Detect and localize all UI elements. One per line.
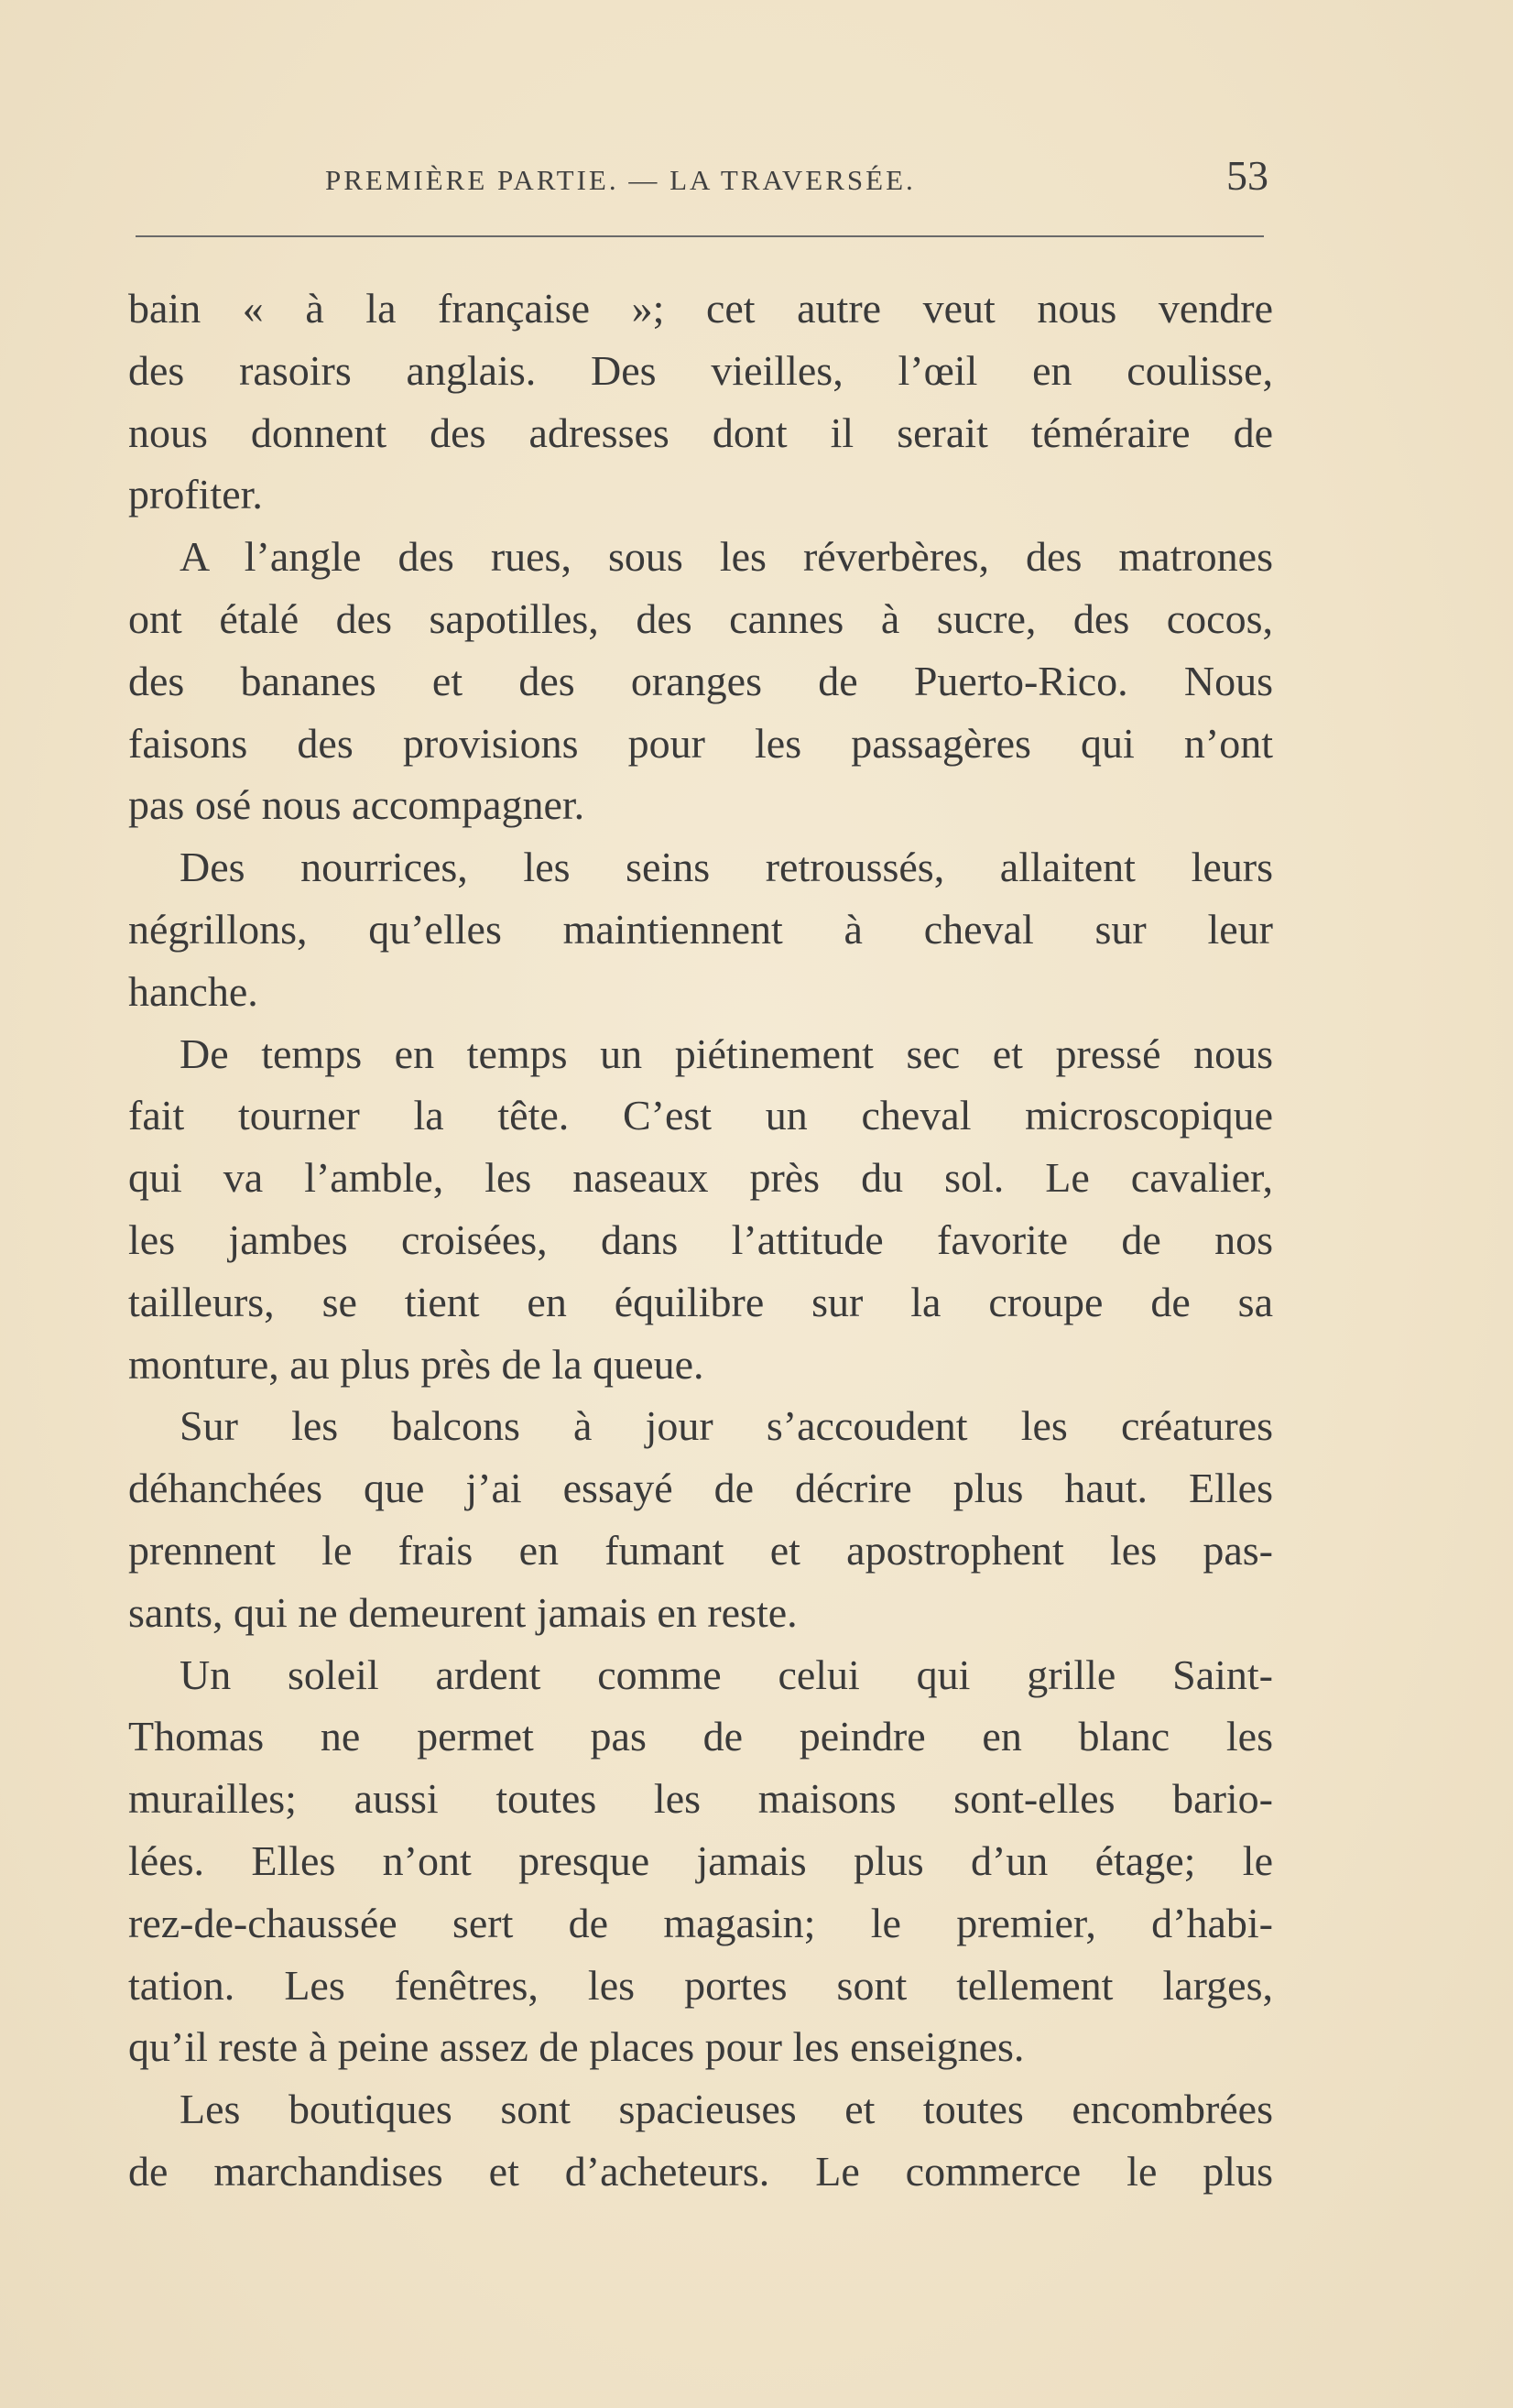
running-head [133,151,1268,206]
page-number: 53 [1226,152,1268,199]
text-line: pas osé nous accompagner. [128,781,585,829]
text-line: murailles; aussi toutes les maisons sont-elles bario- [128,1775,1273,1823]
text-line: Les boutiques sont spacieuses et toutes encombrées [180,2086,1273,2133]
text-line: Sur les balcons à jour s’accoudent les créatures [180,1402,1273,1450]
text-line: sants, qui ne demeurent jamais en reste. [128,1588,798,1636]
text-line: Des nourrices, les seins retroussés, allaitent leurs [180,844,1273,891]
header-rule [136,235,1264,237]
text-line: ont étalé des sapotilles, des cannes à sucre, des cocos, [128,594,1273,642]
text-line: lées. Elles n’ont presque jamais plus d’un étage; le [128,1836,1273,1884]
text-line: fait tourner la tête. C’est un cheval microscopique [128,1092,1273,1139]
text-line: de marchandises et d’acheteurs. Le commerce le plus [128,2147,1273,2195]
text-line: monture, au plus près de la queue. [128,1340,704,1388]
text-line: Un soleil ardent comme celui qui grille Saint- [180,1651,1273,1698]
text-line: déhanchées que j’ai essayé de décrire plus haut. Elles [128,1465,1273,1512]
text-line: qu’il reste à peine assez de places pour les enseignes. [128,2023,1025,2071]
text-line: profiter. [128,471,263,518]
running-title: PREMIÈRE PARTIE. — LA TRAVERSÉE. [325,164,916,196]
text-line: rez-de-chaussée sert de magasin; le premier, d’habi- [128,1899,1273,1946]
text-line: prennent le frais en fumant et apostrophent les pas- [128,1526,1273,1574]
text-line: faisons des provisions pour les passagères qui n’ont [128,719,1273,767]
text-line: A l’angle des rues, sous les réverbères, des matrones [180,533,1273,581]
text-line: hanche. [128,967,258,1015]
text-line: qui va l’amble, les naseaux près du sol. Le cavalier, [128,1154,1273,1202]
text-line: Thomas ne permet pas de peindre en blanc les [128,1713,1273,1760]
text-line: De temps en temps un piétinement sec et pressé nous [180,1030,1273,1077]
text-line: bain « à la française »; cet autre veut nous vendre [128,285,1273,332]
text-line: des bananes et des oranges de Puerto-Rico. Nous [128,657,1273,704]
body-text [128,278,1273,2203]
text-line: nous donnent des adresses dont il serait téméraire de [128,409,1273,456]
text-line: négrillons, qu’elles maintiennent à cheval sur leur [128,905,1273,953]
text-line: des rasoirs anglais. Des vieilles, l’œil en coulisse, [128,346,1273,394]
text-line: tation. Les fenêtres, les portes sont tellement larges, [128,1961,1273,2009]
text-line: les jambes croisées, dans l’attitude favorite de nos [128,1215,1273,1263]
text-line: tailleurs, se tient en équilibre sur la croupe de sa [128,1278,1273,1325]
